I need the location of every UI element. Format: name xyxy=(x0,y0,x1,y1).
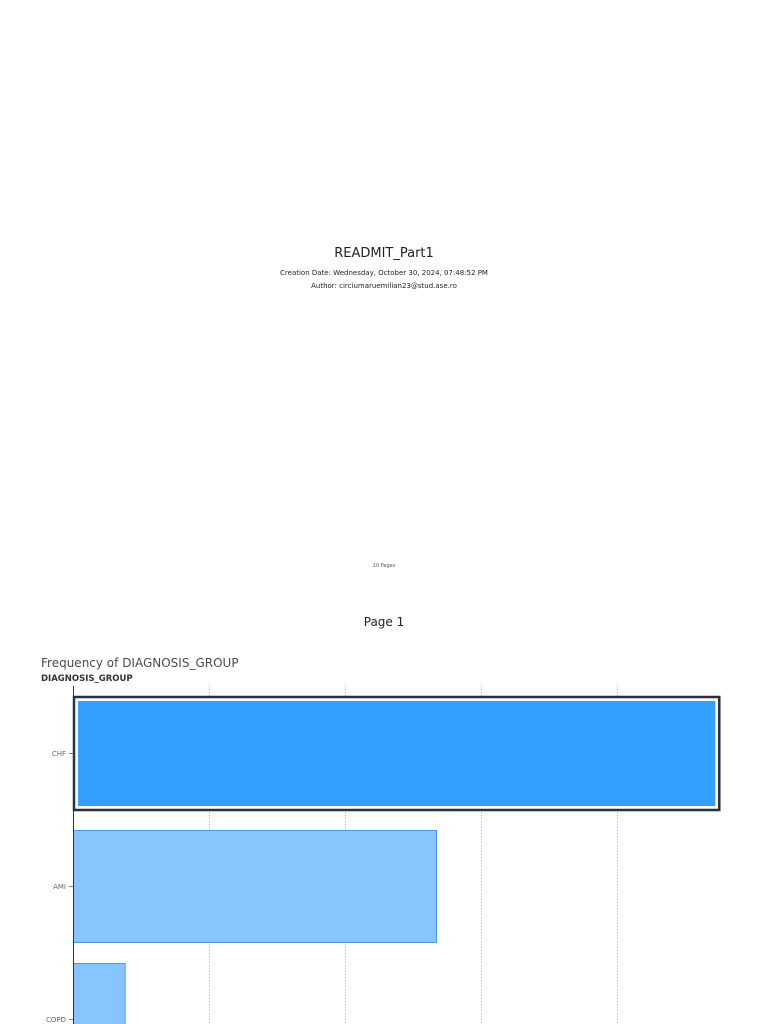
page-label: Page 1 xyxy=(363,615,405,629)
report-title: READMIT_Part1 xyxy=(334,246,434,261)
tick-label: COPD xyxy=(45,1016,66,1024)
bar[interactable] xyxy=(74,831,437,943)
tick-label: AMI xyxy=(53,883,66,891)
page-count: 10 Pages xyxy=(372,563,396,569)
bar[interactable] xyxy=(74,964,126,1024)
bar[interactable] xyxy=(78,701,715,806)
y-axis-title: DIAGNOSIS_GROUP xyxy=(41,674,133,684)
author: Author: circiumaruemilian23@stud.ase.ro xyxy=(311,282,457,290)
frequency-bar-chart[interactable] xyxy=(0,680,768,1024)
creation-date: Creation Date: Wednesday, October 30, 2024, 07:48:52 PM xyxy=(280,269,488,277)
chart-title: Frequency of DIAGNOSIS_GROUP xyxy=(41,656,239,670)
tick-label: CHF xyxy=(51,750,66,758)
